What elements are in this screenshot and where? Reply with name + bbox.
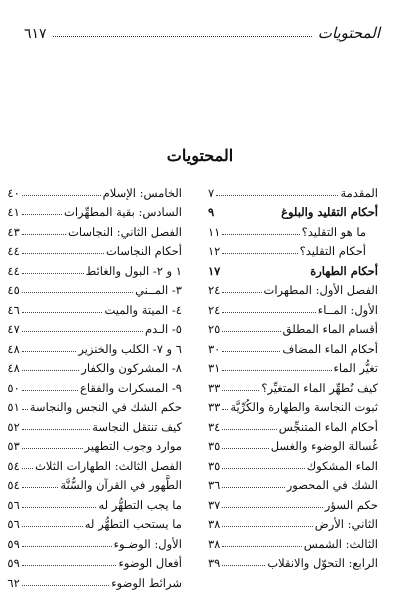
toc-entry-page: ٤٤: [7, 263, 20, 278]
toc-entry-page: ٣٤: [207, 419, 221, 434]
toc-entry-title: ثبوت النجاسة والطهارة والكُرِّيَّة: [230, 400, 378, 414]
toc-leader-dots: [22, 253, 104, 254]
toc-entry: [7, 219, 182, 239]
toc-entry: [7, 434, 182, 454]
toc-entry-page: ٢٤: [207, 283, 221, 297]
toc-leader-dots: [222, 409, 228, 410]
toc-entry: [208, 219, 378, 239]
toc-entry-title: الماء المشكوك: [306, 458, 378, 473]
toc-entry: [7, 531, 182, 551]
page-title: المحتويات: [166, 146, 234, 165]
toc-entry-page: ٣٨: [207, 536, 221, 551]
toc-entry: [208, 297, 378, 317]
toc-entry-title: أحكام التقليد والبلوغ: [281, 205, 378, 219]
toc-entry-title: أحكام الطهارة: [310, 263, 378, 278]
toc-entry-page: ٥٠: [7, 380, 20, 395]
toc-entry-page: ٢٤: [207, 302, 221, 317]
toc-entry-title: الخامس: الإسلام: [102, 185, 182, 200]
toc-leader-dots: [222, 292, 261, 293]
toc-entry-title: الثاني: الأرض: [314, 517, 378, 531]
toc-entry-title: الفصل الثالث: الطهارات الثلاث: [35, 458, 182, 473]
toc-entry-title: الثالث: الشمس: [303, 536, 378, 551]
toc-entry: [7, 297, 182, 317]
toc-entry: [7, 512, 182, 532]
toc-entry: [208, 395, 378, 415]
toc-entry: [208, 453, 378, 473]
toc-leader-dots: [22, 468, 33, 469]
toc-entry-title: كيف تنتقل النجاسة: [92, 419, 182, 434]
running-head-page-number: ٦١٧: [24, 26, 47, 42]
toc-entry-title: تغيُّر الماء: [333, 361, 378, 375]
toc-leader-dots: [22, 312, 103, 313]
toc-entry-page: ٩: [207, 205, 215, 219]
toc-leader-dots: [22, 292, 133, 293]
toc-entry: [7, 239, 182, 259]
toc-entry-page: ٢٥: [207, 322, 221, 336]
toc-leader-dots: [22, 214, 62, 215]
toc-entry: [7, 375, 182, 395]
toc-leader-dots: [222, 429, 276, 430]
toc-entry-page: ٥٢: [7, 419, 20, 434]
toc-entry-page: ٣٨: [207, 517, 221, 531]
toc-entry: [208, 200, 378, 220]
toc-column-right: [208, 180, 378, 590]
toc-entry-title: الفصل الثاني: النجاسات: [68, 224, 182, 239]
running-head-title: المحتويات: [317, 24, 380, 42]
toc-entry: [7, 453, 182, 473]
toc-entry-title: الفصل الأول: المطهرات: [263, 283, 378, 297]
toc-entry-page: ١٧: [207, 263, 221, 278]
toc-entry: [208, 356, 378, 376]
toc-entry-title: أقسام الماء المطلق: [282, 322, 378, 336]
toc-entry-title: حكم السؤر: [324, 497, 378, 512]
toc-entry: [208, 239, 378, 259]
toc-entry-page: ٦٢: [7, 575, 20, 590]
toc-leader-dots: [22, 429, 90, 430]
toc-entry-title: الرابع: التحوّل والانقلاب: [267, 556, 378, 570]
toc-entry: [208, 317, 378, 337]
running-head: [24, 14, 380, 42]
toc-entry-page: ٣٧: [207, 497, 221, 512]
toc-leader-dots: [22, 565, 117, 566]
toc-entry: [208, 375, 378, 395]
toc-leader-dots: [222, 390, 259, 391]
toc-entry: [7, 570, 182, 590]
toc-entry: [7, 278, 182, 298]
toc-leader-dots: [222, 526, 312, 527]
toc-entry-page: ٥٩: [7, 556, 20, 570]
toc-leader-dots: [22, 585, 109, 586]
toc-entry-page: ٤٨: [7, 361, 20, 375]
toc-leader-dots: [22, 487, 59, 488]
toc-leader-dots: [22, 195, 101, 196]
toc-entry-page: ٣١: [207, 361, 221, 375]
toc-entry-page: ٥٩: [7, 536, 20, 551]
toc-entry-page: ٤٧: [7, 322, 20, 336]
toc-leader-dots: [222, 370, 331, 371]
toc-entry-page: ٥٤: [7, 478, 20, 492]
toc-leader-dots: [222, 312, 315, 313]
toc-entry: [7, 258, 182, 278]
toc-entry: [7, 473, 182, 493]
toc-entry-page: ٥٤: [7, 458, 20, 473]
toc-entry-title: السادس: بقية المطهِّرات: [64, 205, 182, 219]
toc-entry-title: ٦ و ٧- الكلب والخنزير: [78, 341, 182, 356]
toc-leader-dots: [22, 370, 80, 371]
toc-entry: [208, 551, 378, 571]
toc-entry-title: غُسالة الوضوء والغسل: [270, 439, 378, 453]
toc-leader-dots: [222, 468, 304, 469]
toc-entry-title: الطَّهور في القرآن والسُّنَّة: [60, 478, 182, 492]
toc-entry-page: ٤٥: [7, 283, 20, 297]
toc-entry-title: المقدمة: [340, 185, 378, 200]
toc-entry-page: ٤٦: [7, 302, 20, 317]
toc-leader-dots: [22, 409, 28, 410]
toc-entry-page: ١١: [207, 224, 221, 239]
toc-leader-dots: [22, 448, 83, 449]
toc-entry: [208, 531, 378, 551]
toc-entry-page: ٥٦: [7, 517, 20, 531]
toc-entry-title: ٥- الـدم: [144, 322, 182, 336]
toc-entry-title: ٨- المشركون والكفار: [81, 361, 182, 375]
toc-leader-dots: [22, 351, 77, 352]
toc-entry-title: موارد وجوب التطهير: [84, 439, 182, 453]
toc-leader-dots: [222, 565, 265, 566]
toc-entry-page: ٧: [207, 185, 215, 200]
toc-leader-dots: [22, 273, 84, 274]
toc-entry-title: ما يجب التطهُّر له: [98, 497, 182, 512]
toc-entry: [7, 200, 182, 220]
toc-leader-dots: [216, 195, 338, 196]
toc-entry: [7, 414, 182, 434]
toc-entry: [7, 356, 182, 376]
toc-leader-dots: [216, 214, 279, 215]
toc-entry-page: ١٢: [207, 244, 221, 258]
toc-entry: [208, 512, 378, 532]
toc-entry-title: أحكام النجاسات: [105, 244, 182, 258]
toc-entry-page: ٤١: [7, 205, 20, 219]
toc-leader-dots: [222, 448, 268, 449]
toc-entry-title: ٤- الميتة والميت: [104, 302, 182, 317]
toc-leader-dots: [222, 234, 299, 235]
toc-entry: [7, 317, 182, 337]
toc-entry: [7, 492, 182, 512]
toc-leader-dots: [222, 351, 280, 352]
toc-entry-page: ٤٣: [7, 224, 20, 239]
toc-entry-page: ٣٠: [207, 341, 221, 356]
toc-entry-page: ٤٤: [7, 244, 20, 258]
toc-leader-dots: [22, 507, 97, 508]
toc-entry-title: ٩- المسكرات والفقاع: [79, 380, 182, 395]
toc-entry-page: ٣٥: [207, 439, 221, 453]
running-head-rule: [53, 35, 312, 37]
toc-entry-page: ٤٠: [7, 185, 20, 200]
toc-entry-page: ٤٨: [7, 341, 20, 356]
toc-entry-title: الأول: المــاء: [317, 302, 378, 317]
toc-entry: [208, 434, 378, 454]
toc-entry: [208, 336, 378, 356]
toc-entry: [208, 473, 378, 493]
toc-entry-title: أحكام الماء المضاف: [282, 341, 378, 356]
toc-entry-title: حكم الشك في النجس والنجاسة: [29, 400, 182, 414]
toc-entry-page: ٣٥: [207, 458, 221, 473]
toc-entry-title: ٣- المــني: [135, 283, 182, 297]
toc-leader-dots: [22, 546, 112, 547]
toc-leader-dots: [22, 234, 66, 235]
toc-entry-page: ٣٦: [207, 478, 221, 492]
toc-entry-page: ٥٣: [7, 439, 20, 453]
table-of-contents: [7, 180, 378, 590]
toc-leader-dots: [222, 507, 322, 508]
toc-entry-page: ٥٦: [7, 497, 20, 512]
toc-entry-title: أحكام الماء المتنجِّس: [278, 419, 378, 434]
toc-entry-page: ٣٣: [207, 380, 221, 395]
toc-entry-title: الأول: الوضـوء: [113, 536, 182, 551]
toc-entry-title: ١ و ٢- البول والغائط: [85, 263, 182, 278]
toc-entry: [7, 551, 182, 571]
toc-entry-title: ما هو التقليد؟: [301, 224, 366, 239]
toc-entry: [7, 336, 182, 356]
toc-entry: [7, 180, 182, 200]
toc-entry: [208, 278, 378, 298]
toc-entry-page: ٥١: [7, 400, 20, 414]
toc-entry-title: الشك في المحصور: [286, 478, 378, 492]
toc-entry-title: شرائط الوضوء: [111, 575, 182, 590]
toc-entry-page: ٣٣: [207, 400, 221, 414]
toc-entry-title: ما يستحب التطهُّر له: [84, 517, 182, 531]
toc-entry-page: ٣٩: [207, 556, 221, 570]
toc-column-left: [7, 180, 182, 590]
toc-entry: [208, 492, 378, 512]
toc-entry-title: كيف نُطهِّر الماء المتغيِّر؟: [261, 380, 378, 395]
toc-entry: [208, 180, 378, 200]
toc-leader-dots: [22, 390, 78, 391]
toc-entry: [208, 258, 378, 278]
toc-leader-dots: [222, 273, 308, 274]
toc-leader-dots: [22, 526, 83, 527]
toc-entry: [7, 395, 182, 415]
toc-leader-dots: [222, 546, 301, 547]
toc-entry-title: أفعال الوضوء: [118, 556, 182, 570]
toc-leader-dots: [222, 253, 297, 254]
toc-leader-dots: [22, 331, 143, 332]
toc-leader-dots: [222, 331, 280, 332]
toc-entry: [208, 414, 378, 434]
toc-leader-dots: [222, 487, 284, 488]
toc-entry-title: أحكام التقليد؟: [299, 244, 366, 258]
